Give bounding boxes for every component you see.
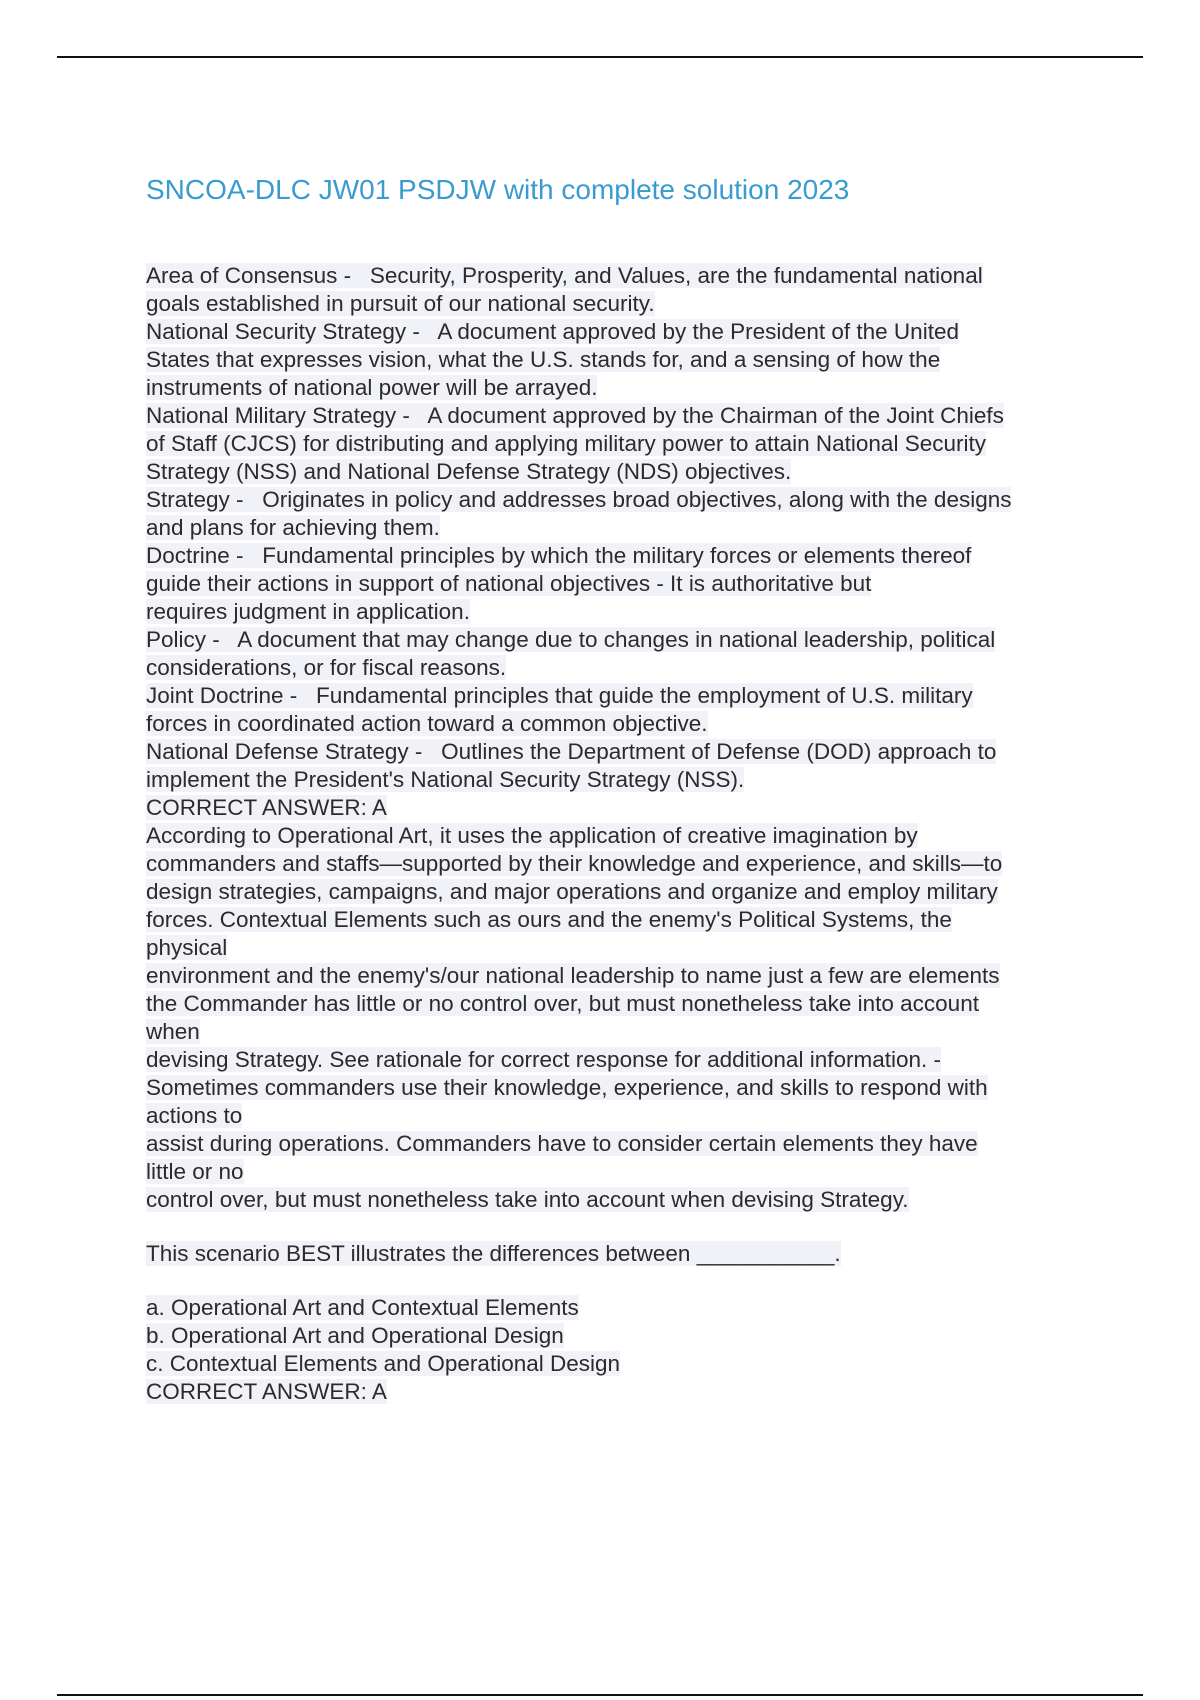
correct-answer-line: CORRECT ANSWER: A xyxy=(146,1379,387,1404)
document-title: SNCOA-DLC JW01 PSDJW with complete solution 2023 xyxy=(146,174,850,205)
definitions-block xyxy=(146,262,1086,1214)
text-line: States that expresses vision, what the U.S. stands for, and a sensing of how the xyxy=(146,347,941,372)
text-line: forces in coordinated action toward a common objective. xyxy=(146,711,708,736)
text-line: instruments of national power will be arrayed. xyxy=(146,375,598,400)
text-line: Sometimes commanders use their knowledge, experience, and skills to respond with xyxy=(146,1075,988,1100)
text-line: Strategy (NSS) and National Defense Strategy (NDS) objectives. xyxy=(146,459,792,484)
text-line: National Security Strategy - A document approved by the President of the United xyxy=(146,319,959,344)
text-line: Joint Doctrine - Fundamental principles that guide the employment of U.S. military xyxy=(146,683,973,708)
text-line: According to Operational Art, it uses the application of creative imagination by xyxy=(146,823,918,848)
text-line: assist during operations. Commanders have to consider certain elements they have xyxy=(146,1131,978,1156)
paragraph-gap xyxy=(146,1268,1086,1294)
text-line: Area of Consensus - Security, Prosperity, and Values, are the fundamental national xyxy=(146,263,983,288)
bottom-rule xyxy=(57,1694,1143,1696)
question-line: This scenario BEST illustrates the differences between ___________. xyxy=(146,1241,841,1266)
document-body xyxy=(146,262,1086,1406)
option-c: c. Contextual Elements and Operational Design xyxy=(146,1351,621,1376)
text-line: forces. Contextual Elements such as ours and the enemy's Political Systems, the xyxy=(146,907,952,932)
text-line: National Military Strategy - A document approved by the Chairman of the Joint Chiefs xyxy=(146,403,1004,428)
option-a: a. Operational Art and Contextual Elements xyxy=(146,1295,579,1320)
top-rule xyxy=(57,56,1143,58)
text-line: environment and the enemy's/our national leadership to name just a few are elements xyxy=(146,963,1000,988)
text-line: goals established in pursuit of our national security. xyxy=(146,291,655,316)
text-line: implement the President's National Security Strategy (NSS). xyxy=(146,767,745,792)
text-line: considerations, or for fiscal reasons. xyxy=(146,655,507,680)
text-line: National Defense Strategy - Outlines the Department of Defense (DOD) approach to xyxy=(146,739,997,764)
text-line: commanders and staffs—supported by their knowledge and experience, and skills—to xyxy=(146,851,1003,876)
correct-answer-line: CORRECT ANSWER: A xyxy=(146,795,387,820)
text-line: and plans for achieving them. xyxy=(146,515,440,540)
text-line: when xyxy=(146,1019,200,1044)
answer-options xyxy=(146,1294,1086,1406)
text-line: Strategy - Originates in policy and addresses broad objectives, along with the designs xyxy=(146,487,1012,512)
text-line: of Staff (CJCS) for distributing and applying military power to attain National Security xyxy=(146,431,986,456)
text-line: control over, but must nonetheless take into account when devising Strategy. xyxy=(146,1187,909,1212)
text-line: requires judgment in application. xyxy=(146,599,470,624)
text-line: the Commander has little or no control over, but must nonetheless take into account xyxy=(146,991,979,1016)
text-line: actions to xyxy=(146,1103,243,1128)
text-line: devising Strategy. See rationale for correct response for additional information. - xyxy=(146,1047,941,1072)
paragraph-gap xyxy=(146,1214,1086,1240)
text-line: design strategies, campaigns, and major operations and organize and employ military xyxy=(146,879,998,904)
text-line: Doctrine - Fundamental principles by which the military forces or elements thereof xyxy=(146,543,972,568)
text-line: little or no xyxy=(146,1159,244,1184)
text-line: Policy - A document that may change due to changes in national leadership, political xyxy=(146,627,996,652)
text-line: guide their actions in support of national objectives - It is authoritative but xyxy=(146,571,872,596)
option-b: b. Operational Art and Operational Design xyxy=(146,1323,564,1348)
text-line: physical xyxy=(146,935,228,960)
